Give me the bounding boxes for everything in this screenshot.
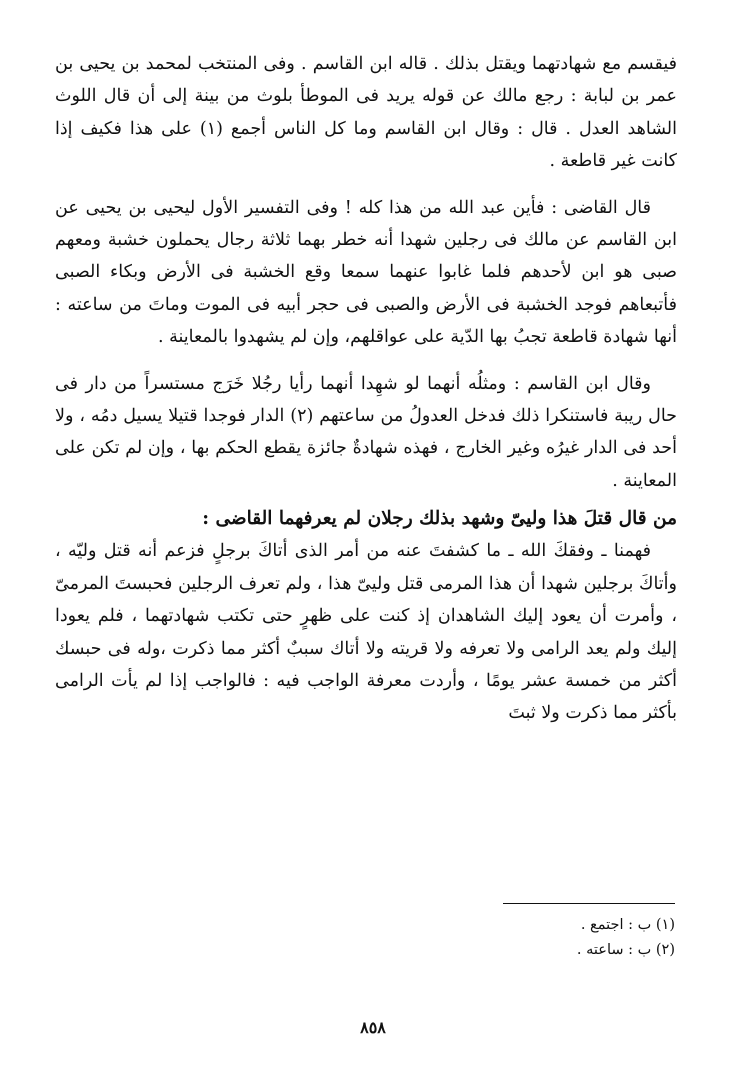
- footnote-2: (٢) ب : ساعته .: [576, 942, 675, 958]
- page-body: [55, 48, 677, 730]
- footnotes: [375, 913, 675, 963]
- paragraph-1: فيقسم مع شهادتهما ويقتل بذلك . قاله ابن القاسم . وفى المنتخب لمحمد بن يحيى بن عمر بن لبابة : رجع مالك عن قوله يريد فى الموطأ بلوث من بينة إلى أن قال اللوث الشاهد العدل . قال : وقال ابن القاسم وما كل الناس أجمع (١) على هذا فكيف إذا كانت غير قاطعة .: [55, 54, 677, 172]
- paragraph-3: وقال ابن القاسم : ومثلُه أنهما لو شهِدا أنهما رأيا رجُلا خَرَج مستسراً من دار فى حال ريبة فاستنكرا ذلك فدخل العدولُ من ساعتهم (٢) الدار فوجدا قتيلا يسيل دمُه ، ولا أحد فى الدار غيرُه وغير الخارج ، فهذه شهادةٌ جائزة يقطع الحكم بها ، وإن لم تكن على المعاينة .: [55, 373, 677, 491]
- page-number: ٨٥٨: [360, 1018, 386, 1037]
- section-heading: من قال قتلَ هذا وليىّ وشهد بذلك رجلان لم يعرفهما القاضى :: [202, 508, 677, 530]
- paragraph-2: قال القاضى : فأين عبد الله من هذا كله ! وفى التفسير الأول ليحيى بن يحيى عن ابن القاسم عن مالك فى رجلين شهدا أنه خطر بهما ثلاثة رجال يحملون خشبة ومعهم صبى هو ابن لأحدهم فلما غابوا عنهما سمعا وقع الخشبة فى الأرض وبكاء الصبى فأتبعاهم فوجد الخشبة فى الأرض والصبى فى حجر أبيه فى الموت وماتَ من ساعته : أنها شهادة قاطعة تجبُ بها الدّية على عواقلهم، وإن لم يشهدوا بالمعاينة .: [55, 197, 677, 348]
- footnote-1: (١) ب : اجتمع .: [580, 917, 675, 933]
- footnote-divider: [503, 903, 675, 904]
- paragraph-4: فهمنا ـ وفقكَ الله ـ ما كشفتَ عنه من أمر الذى أتاكَ برجلٍ فزعم أنه قتل وليّه ، وأتاكَ برجلين شهدا أن هذا المرمى قتل وليىّ هذا ، ولم تعرف الرجلين فحبستَ المرمىّ ، وأمرت أن يعود إليك الشاهدان إذ كنت على ظهرٍ حتى تكتب شهادتهما ، فلم يعودا إليك ولم يعد الرامى ولا تعرفه ولا قريته ولا أتاك سببٌ أكثر مما ذكرت ،وله فى حبسك أكثر من خمسة عشر يومًا ، وأردت معرفة الواجب فيه : فالواجب إذا لم يأت الرامى بأكثر مما ذكرت ولا ثبتَ: [55, 541, 677, 724]
